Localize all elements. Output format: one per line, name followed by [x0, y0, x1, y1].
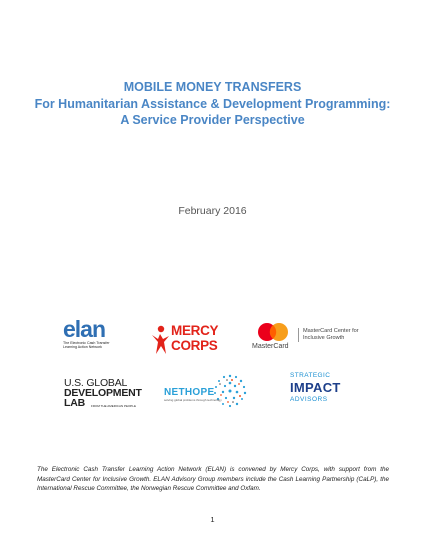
- mercy-word: MERCY: [171, 323, 219, 338]
- elan-logo: [63, 318, 135, 358]
- document-title: [0, 79, 425, 129]
- title-line-1: MOBILE MONEY TRANSFERS: [123, 80, 302, 94]
- sia-line-1: STRATEGIC: [290, 372, 331, 379]
- sia-line-2: IMPACT: [290, 380, 341, 395]
- title-line-2: For Humanitarian Assistance & Development Programming:: [34, 96, 391, 111]
- sia-line-3: ADVISORS: [290, 396, 328, 403]
- nethope-logo: [162, 373, 250, 409]
- usglab-line-1: U.S. GLOBAL: [64, 377, 128, 389]
- nethope-globe-icon: [210, 373, 250, 409]
- mastercard-circles-icon: [256, 322, 292, 344]
- footnote: The Electronic Cash Transfer Learning Action Network (ELAN) is convened by Mercy Corps, with support from the MasterCard Center for Inclusive Growth. ELAN Advisory Group members include the Cash Learning Partnership (CaLP), the International Rescue Committee, the Norwegian Rescue Committee and Oxfam.: [37, 466, 389, 493]
- page-number: 1: [210, 515, 215, 524]
- publication-date: February 2016: [178, 205, 247, 217]
- elan-tagline: The Electronic Cash Transfer Learning Action Network: [63, 341, 110, 350]
- title-line-3: A Service Provider Perspective: [120, 113, 305, 127]
- mercy-corps-logo: [150, 322, 235, 358]
- mastercard-wordmark: MasterCard: [252, 343, 289, 350]
- corps-word: CORPS: [171, 338, 218, 353]
- strategic-impact-advisors-logo: [290, 372, 350, 408]
- mercy-corps-figure-icon: [150, 325, 170, 355]
- elan-wordmark: elan: [63, 316, 106, 342]
- nethope-tagline: solving global problems through technology: [164, 398, 222, 402]
- usglab-tagline: FROM THE AMERICAN PEOPLE: [91, 404, 136, 408]
- us-global-development-lab-logo: [64, 377, 142, 412]
- mastercard-logo: [252, 322, 364, 354]
- usglab-line-2: DEVELOPMENT: [64, 387, 142, 399]
- nethope-wordmark: NETHOPE: [164, 387, 215, 398]
- usglab-line-3: LAB: [64, 397, 85, 409]
- mastercard-center-name: MasterCard Center for Inclusive Growth: [298, 328, 363, 342]
